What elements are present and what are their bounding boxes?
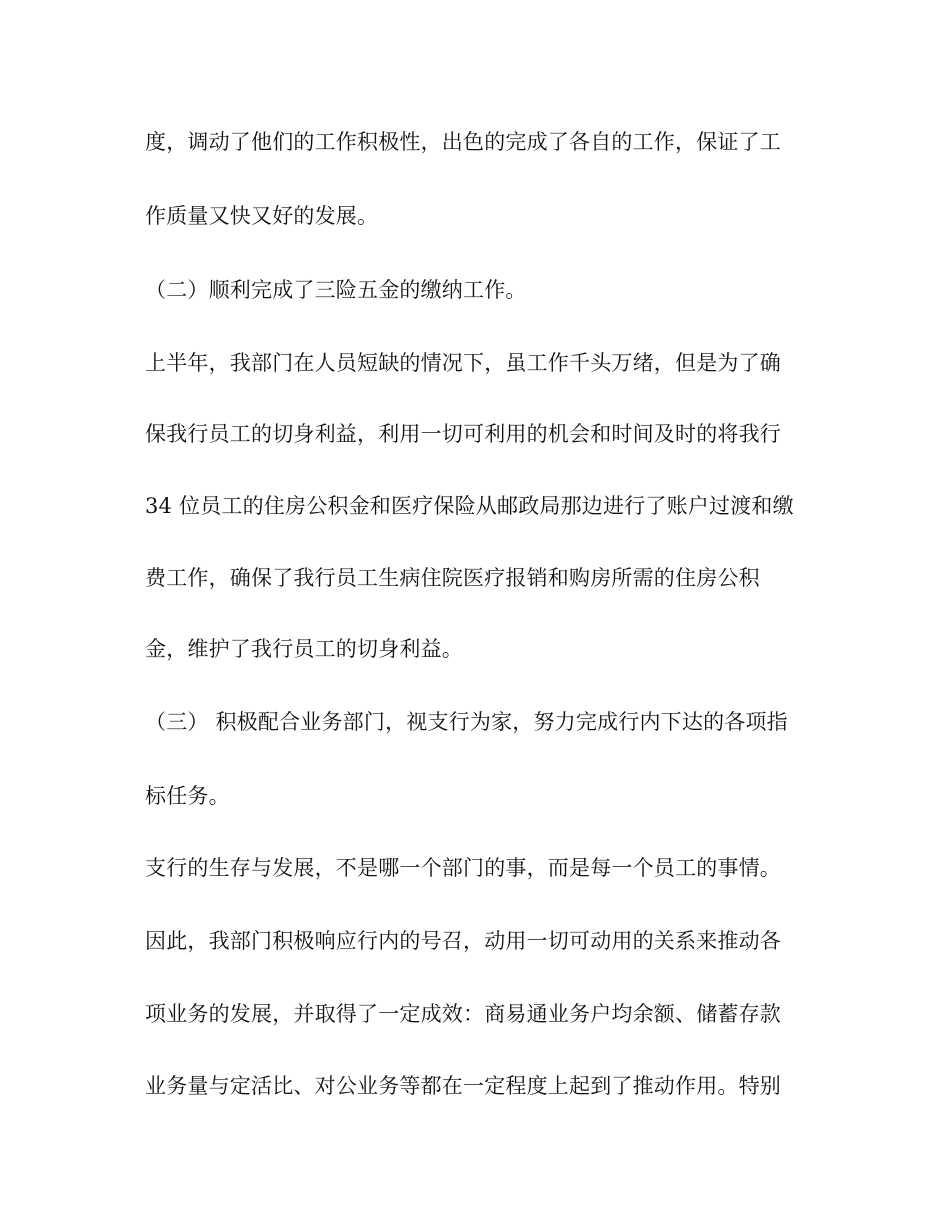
text-line: 上半年，我部门在人员短缺的情况下，虽工作千头万绪，但是为了确 bbox=[145, 351, 781, 375]
text-line: 金，维护了我行员工的切身利益。 bbox=[145, 637, 463, 661]
text-line: 项业务的发展，并取得了一定成效：商易通业务户均余额、储蓄存款 bbox=[145, 1002, 781, 1026]
section-heading: （三） 积极配合业务部门，视支行为家，努力完成行内下达的各项指 bbox=[145, 710, 788, 734]
text-line: 保我行员工的切身利益，利用一切可利用的机会和时间及时的将我行 bbox=[145, 422, 781, 446]
text-line: 标任务。 bbox=[145, 784, 230, 808]
text-line: 支行的生存与发展，不是哪一个部门的事，而是每一个员工的事情。 bbox=[145, 856, 781, 880]
text-line: 作质量又快又好的发展。 bbox=[145, 204, 379, 228]
text-line: 业务量与定活比、对公业务等都在一定程度上起到了推动作用。特别 bbox=[145, 1074, 781, 1098]
text-line: 度，调动了他们的工作积极性，出色的完成了各自的工作，保证了工 bbox=[145, 130, 781, 154]
text-line: 34 位员工的住房公积金和医疗保险从邮政局那边进行了账户过渡和缴 bbox=[145, 494, 794, 518]
text-line: 费工作，确保了我行员工生病住院医疗报销和购房所需的住房公积 bbox=[145, 566, 760, 590]
section-heading: （二）顺利完成了三险五金的缴纳工作。 bbox=[145, 278, 527, 302]
text-line: 因此，我部门积极响应行内的号召，动用一切可动用的关系来推动各 bbox=[145, 929, 781, 953]
